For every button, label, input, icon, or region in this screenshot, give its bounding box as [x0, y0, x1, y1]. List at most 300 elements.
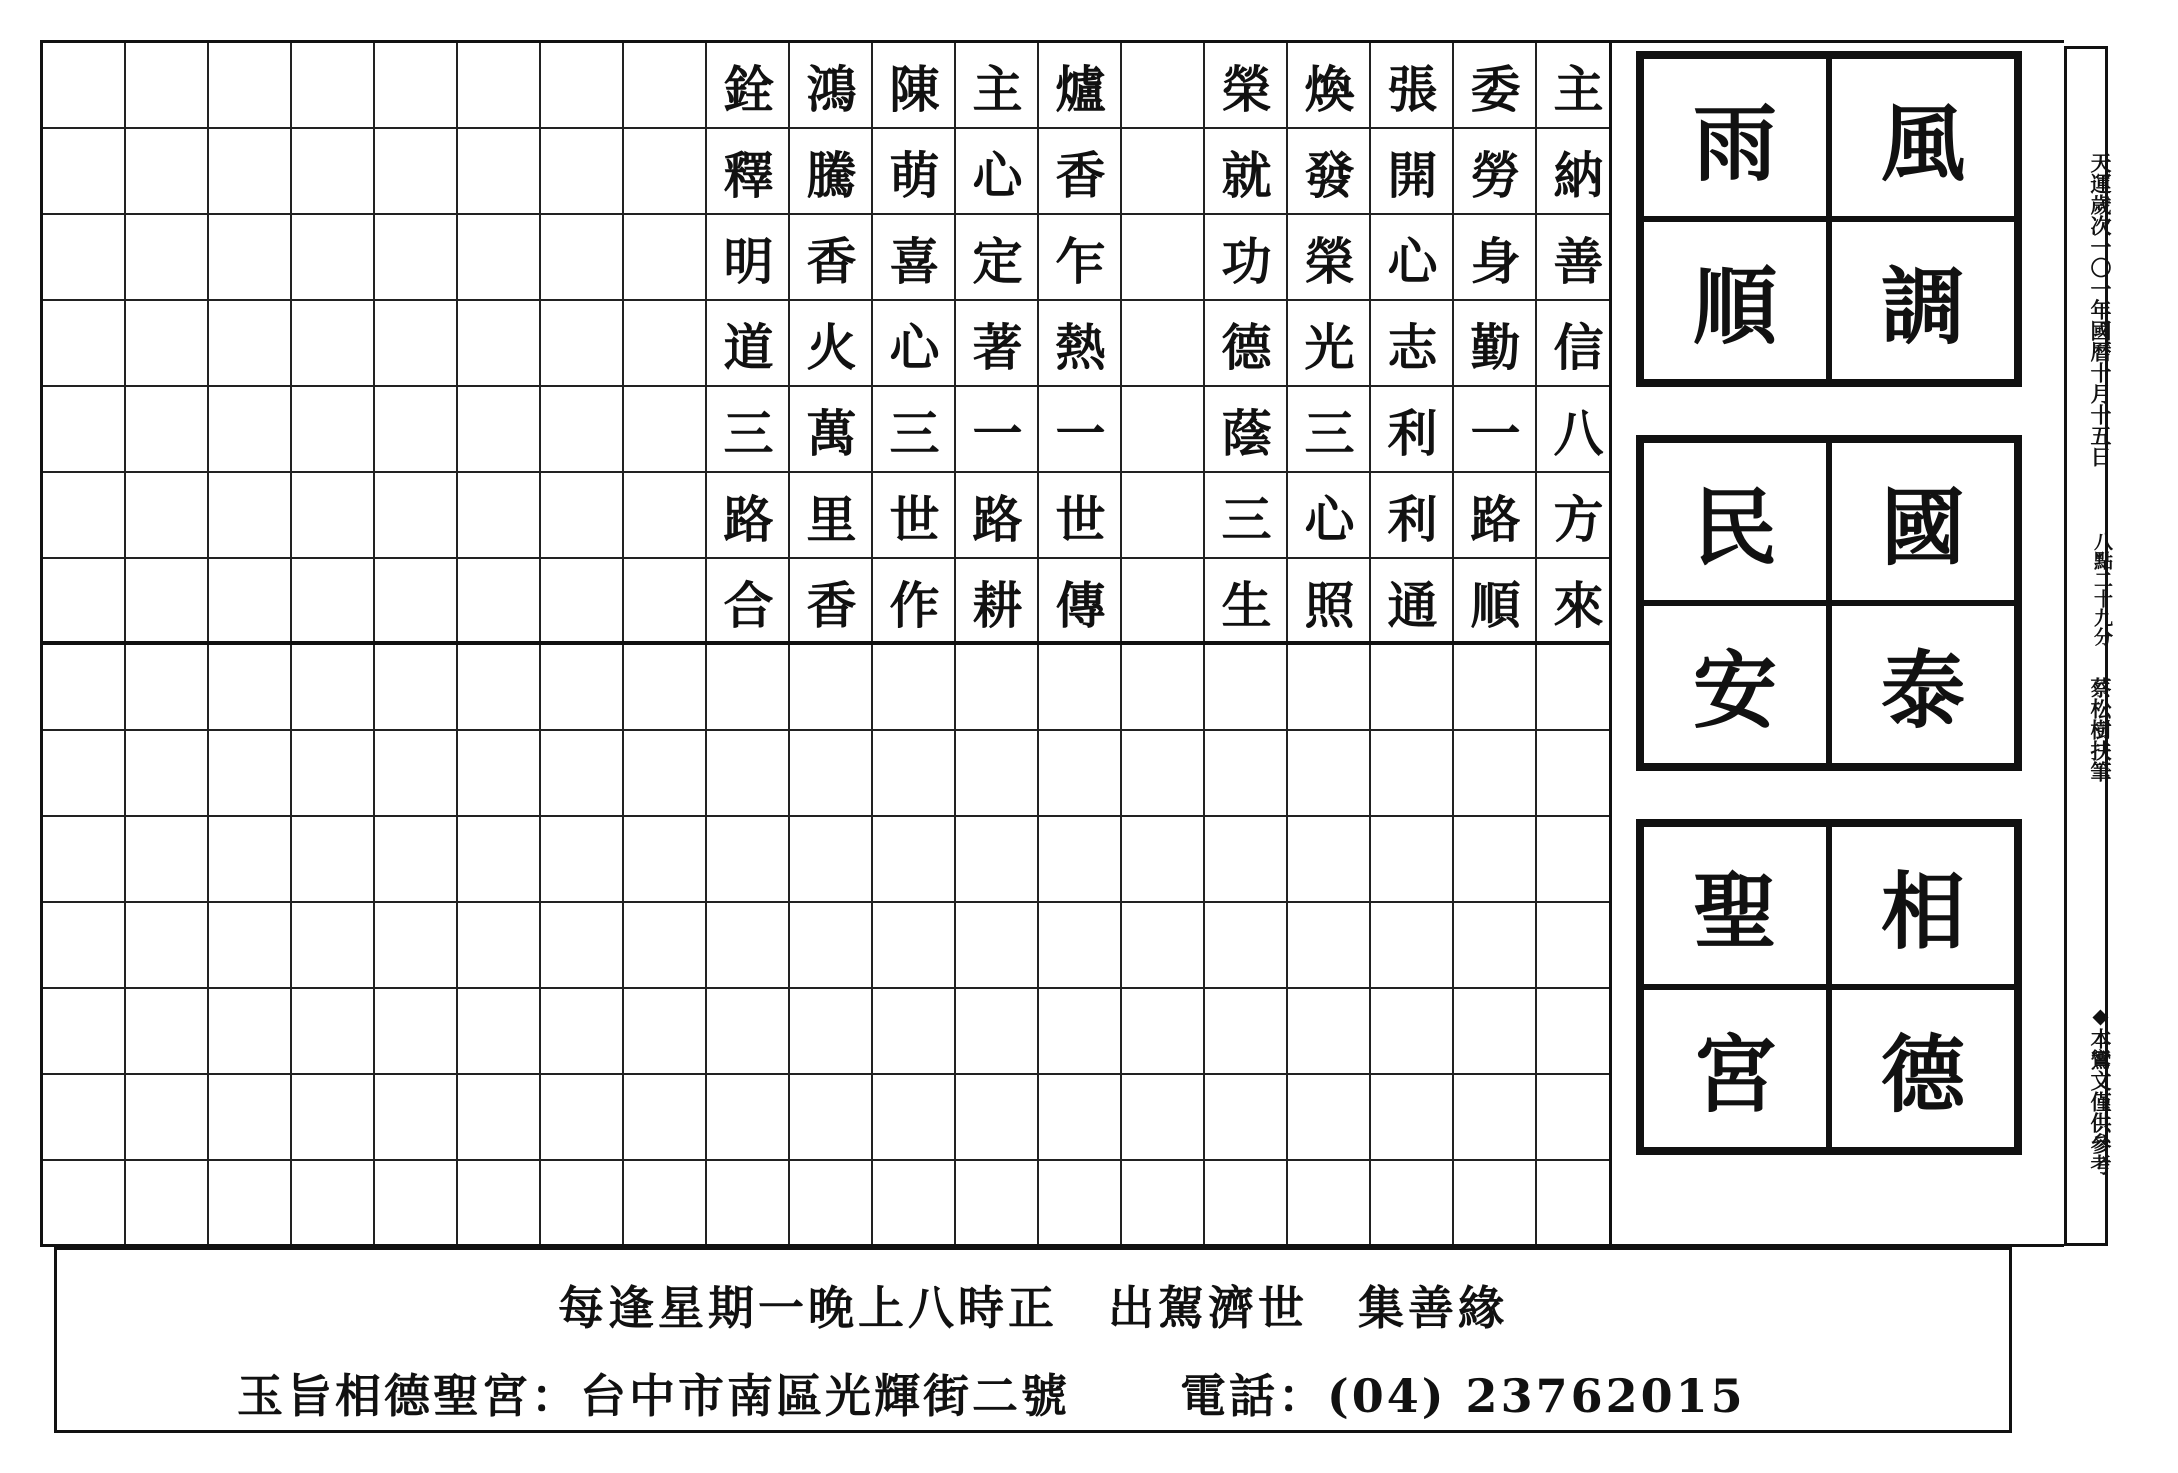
grid-cell	[790, 1075, 873, 1161]
poem-char: 來	[1553, 576, 1604, 635]
grid-cell	[292, 215, 375, 301]
grid-cell	[541, 731, 624, 817]
tablet-char: 雨	[1641, 56, 1829, 219]
grid-cell	[375, 301, 458, 387]
grid-cell	[956, 645, 1039, 731]
poem-char: 善	[1553, 232, 1604, 291]
poem-char: 三	[1221, 490, 1272, 549]
grid-cell	[1537, 1161, 1612, 1247]
poem-char: 銓	[723, 60, 774, 119]
grid-cell	[1205, 1075, 1288, 1161]
grid-cell	[458, 559, 541, 645]
grid-cell	[1537, 731, 1612, 817]
grid-cell	[126, 43, 209, 129]
grid-cell	[1205, 645, 1288, 731]
grid-cell	[43, 43, 126, 129]
grid-cell	[43, 387, 126, 473]
poem-char: 熱	[1055, 318, 1106, 377]
grid-cell	[1205, 817, 1288, 903]
poem-char: 發	[1304, 146, 1355, 205]
grid-cell	[1371, 1075, 1454, 1161]
grid-cell	[43, 903, 126, 989]
grid-cell	[1454, 1075, 1537, 1161]
grid-cell	[873, 989, 956, 1075]
poem-char: 一	[1055, 404, 1106, 463]
tablet-char: 相	[1829, 824, 2017, 987]
poem-char: 志	[1387, 318, 1438, 377]
schedule-text: 每逢星期一晚上八時正 出駕濟世 集善緣	[558, 1281, 1508, 1335]
grid-cell	[1122, 215, 1205, 301]
grid-cell	[458, 645, 541, 731]
grid-cell	[375, 1075, 458, 1161]
poem-char: 三	[889, 404, 940, 463]
grid-cell	[541, 559, 624, 645]
poem-char: 釋	[723, 146, 774, 205]
grid-cell	[1039, 645, 1122, 731]
grid-cell	[1454, 1161, 1537, 1247]
grid-cell	[458, 731, 541, 817]
section-divider	[43, 641, 1612, 645]
poem-char: 主	[972, 60, 1023, 119]
grid-cell	[126, 559, 209, 645]
poem-char: 火	[806, 318, 857, 377]
grid-cell	[1537, 645, 1612, 731]
grid-cell	[209, 129, 292, 215]
poem-char: 三	[723, 404, 774, 463]
grid-cell	[126, 473, 209, 559]
grid-cell	[1371, 817, 1454, 903]
grid-cell	[541, 43, 624, 129]
poem-char: 順	[1470, 576, 1521, 635]
grid-cell	[956, 989, 1039, 1075]
grid-cell	[1122, 387, 1205, 473]
grid-cell	[541, 129, 624, 215]
grid-cell	[209, 301, 292, 387]
poem-char: 騰	[806, 146, 857, 205]
grid-cell	[707, 989, 790, 1075]
grid-cell	[1122, 731, 1205, 817]
poem-char: 陳	[889, 60, 940, 119]
poem-char: 路	[723, 490, 774, 549]
grid-cell	[790, 731, 873, 817]
grid-cell	[541, 903, 624, 989]
grid-cell	[458, 903, 541, 989]
grid-cell	[292, 387, 375, 473]
writing-grid	[40, 40, 1612, 1247]
grid-cell	[43, 817, 126, 903]
poem-char: 身	[1470, 232, 1521, 291]
grid-cell	[292, 989, 375, 1075]
poem-char: 路	[1470, 490, 1521, 549]
grid-cell	[624, 473, 707, 559]
grid-cell	[43, 215, 126, 301]
grid-cell	[707, 903, 790, 989]
grid-cell	[873, 903, 956, 989]
grid-cell	[956, 817, 1039, 903]
poem-char: 香	[806, 232, 857, 291]
grid-cell	[956, 1161, 1039, 1247]
grid-cell	[292, 301, 375, 387]
grid-cell	[1537, 817, 1612, 903]
poem-char: 里	[806, 490, 857, 549]
grid-cell	[1122, 645, 1205, 731]
grid-cell	[541, 817, 624, 903]
poem-char: 張	[1387, 60, 1438, 119]
poem-char: 光	[1304, 318, 1355, 377]
grid-cell	[624, 43, 707, 129]
grid-cell	[1122, 129, 1205, 215]
grid-cell	[458, 215, 541, 301]
poem-char: 合	[723, 576, 774, 635]
tablet-char: 宮	[1641, 987, 1829, 1150]
grid-cell	[375, 1161, 458, 1247]
grid-cell	[43, 645, 126, 731]
grid-cell	[292, 903, 375, 989]
grid-cell	[541, 1075, 624, 1161]
tablet-temple-name	[1636, 819, 2022, 1155]
grid-cell	[1288, 645, 1371, 731]
grid-cell	[624, 1075, 707, 1161]
notice-text: ◆本鸞文僅供參考	[2088, 1003, 2113, 1175]
grid-cell	[458, 473, 541, 559]
grid-cell	[126, 645, 209, 731]
poem-char: 世	[889, 490, 940, 549]
grid-cell	[956, 903, 1039, 989]
poem-char: 路	[972, 490, 1023, 549]
poem-char: 一	[972, 404, 1023, 463]
tablet-char: 國	[1829, 440, 2017, 603]
phone-text: 電話：(04) 23762015	[1180, 1369, 1746, 1423]
poem-char: 生	[1221, 576, 1272, 635]
grid-cell	[1122, 301, 1205, 387]
grid-cell	[458, 387, 541, 473]
grid-cell	[624, 645, 707, 731]
grid-cell	[873, 1075, 956, 1161]
poem-char: 蔭	[1221, 404, 1272, 463]
contact-line	[237, 1360, 1746, 1426]
grid-cell	[707, 1075, 790, 1161]
grid-cell	[1205, 731, 1288, 817]
poem-char: 耕	[972, 576, 1023, 635]
poem-char: 勞	[1470, 146, 1521, 205]
poem-char: 萬	[806, 404, 857, 463]
poem-char: 一	[1470, 404, 1521, 463]
grid-cell	[43, 989, 126, 1075]
date-main: 天運歲次一〇一年國曆十月十五日	[2088, 151, 2113, 467]
poem-char: 乍	[1055, 232, 1106, 291]
grid-cell	[1122, 989, 1205, 1075]
grid-cell	[707, 817, 790, 903]
grid-cell	[1371, 731, 1454, 817]
grid-cell	[1039, 731, 1122, 817]
poem-char: 傳	[1055, 576, 1106, 635]
poem-char: 爐	[1055, 60, 1106, 119]
grid-cell	[209, 387, 292, 473]
tablet-char: 風	[1829, 56, 2017, 219]
grid-cell	[624, 387, 707, 473]
blessing-tablets	[1612, 40, 2064, 1247]
grid-cell	[541, 473, 624, 559]
poem-char: 八	[1553, 404, 1604, 463]
grid-cell	[209, 989, 292, 1075]
poem-char: 三	[1304, 404, 1355, 463]
grid-cell	[292, 817, 375, 903]
grid-cell	[1537, 989, 1612, 1075]
grid-cell	[1039, 817, 1122, 903]
grid-cell	[375, 817, 458, 903]
poem-char: 德	[1221, 318, 1272, 377]
poem-char: 喜	[889, 232, 940, 291]
grid-cell	[624, 731, 707, 817]
poem-right-col-4	[1454, 43, 1537, 645]
grid-cell	[1537, 1075, 1612, 1161]
grid-cell	[209, 43, 292, 129]
grid-cell	[209, 1075, 292, 1161]
footer-box	[54, 1247, 2012, 1433]
grid-cell	[1288, 1075, 1371, 1161]
grid-cell	[292, 559, 375, 645]
poem-left-col-4	[956, 43, 1039, 645]
address-text: 玉旨相德聖宮：台中市南區光輝街二號	[237, 1369, 1070, 1423]
grid-cell	[873, 645, 956, 731]
poem-char: 主	[1553, 60, 1604, 119]
grid-cell	[126, 1161, 209, 1247]
grid-cell	[790, 989, 873, 1075]
tablet-char: 安	[1641, 603, 1829, 766]
grid-cell	[43, 473, 126, 559]
grid-cell	[43, 731, 126, 817]
grid-cell	[458, 129, 541, 215]
poem-char: 心	[889, 318, 940, 377]
grid-cell	[624, 215, 707, 301]
tablet-char: 調	[1829, 219, 2017, 382]
poem-left-col-5	[1039, 43, 1122, 645]
grid-cell	[541, 387, 624, 473]
grid-cell	[956, 731, 1039, 817]
poem-left-col-2	[790, 43, 873, 645]
poem-char: 萌	[889, 146, 940, 205]
poem-char: 煥	[1304, 60, 1355, 119]
grid-cell	[375, 129, 458, 215]
grid-cell	[624, 1161, 707, 1247]
grid-cell	[790, 817, 873, 903]
grid-cell	[1454, 731, 1537, 817]
grid-cell	[1122, 903, 1205, 989]
grid-cell	[126, 301, 209, 387]
grid-cell	[209, 559, 292, 645]
grid-cell	[209, 473, 292, 559]
grid-cell	[292, 1075, 375, 1161]
grid-cell	[126, 989, 209, 1075]
grid-cell	[873, 1161, 956, 1247]
grid-cell	[292, 731, 375, 817]
grid-cell	[1288, 731, 1371, 817]
document-sheet	[40, 40, 2113, 1436]
grid-cell	[1205, 1161, 1288, 1247]
grid-cell	[209, 817, 292, 903]
poem-right-col-5	[1537, 43, 1612, 645]
grid-cell	[375, 903, 458, 989]
grid-cell	[458, 301, 541, 387]
grid-cell	[375, 387, 458, 473]
grid-cell	[873, 817, 956, 903]
time-text: 八點二十九分	[2091, 532, 2113, 646]
grid-cell	[624, 989, 707, 1075]
grid-cell	[126, 129, 209, 215]
grid-cell	[126, 903, 209, 989]
grid-cell	[541, 989, 624, 1075]
grid-cell	[458, 1075, 541, 1161]
grid-cell	[624, 301, 707, 387]
tablet-char: 泰	[1829, 603, 2017, 766]
grid-cell	[624, 903, 707, 989]
poem-char: 世	[1055, 490, 1106, 549]
grid-cell	[707, 645, 790, 731]
grid-cell	[292, 129, 375, 215]
grid-cell	[43, 1075, 126, 1161]
grid-cell	[375, 215, 458, 301]
poem-char: 方	[1553, 490, 1604, 549]
poem-char: 委	[1470, 60, 1521, 119]
poem-char: 就	[1221, 146, 1272, 205]
grid-cell	[1371, 903, 1454, 989]
poem-char: 心	[1304, 490, 1355, 549]
grid-cell	[624, 817, 707, 903]
tablet-nation-people	[1636, 435, 2022, 771]
grid-cell	[1122, 1075, 1205, 1161]
grid-cell	[956, 1075, 1039, 1161]
grid-cell	[292, 43, 375, 129]
grid-cell	[1288, 989, 1371, 1075]
poem-char: 道	[723, 318, 774, 377]
poem-right-col-3	[1371, 43, 1454, 645]
grid-cell	[375, 473, 458, 559]
grid-cell	[209, 215, 292, 301]
grid-cell	[1454, 903, 1537, 989]
poem-char: 通	[1387, 576, 1438, 635]
poem-char: 功	[1221, 232, 1272, 291]
grid-cell	[1205, 989, 1288, 1075]
grid-cell	[292, 1161, 375, 1247]
grid-cell	[790, 903, 873, 989]
grid-cell	[209, 1161, 292, 1247]
grid-cell	[1039, 1075, 1122, 1161]
poem-char: 納	[1553, 146, 1604, 205]
poem-char: 照	[1304, 576, 1355, 635]
grid-cell	[1288, 903, 1371, 989]
tablet-char: 順	[1641, 219, 1829, 382]
grid-cell	[209, 645, 292, 731]
grid-cell	[1122, 1161, 1205, 1247]
scribe-text: 蔡松樹扶筆	[2088, 676, 2113, 782]
grid-cell	[375, 43, 458, 129]
grid-cell	[541, 1161, 624, 1247]
grid-cell	[1288, 817, 1371, 903]
grid-cell	[790, 1161, 873, 1247]
grid-cell	[707, 1161, 790, 1247]
grid-cell	[1371, 645, 1454, 731]
grid-cell	[1371, 989, 1454, 1075]
tablet-char: 民	[1641, 440, 1829, 603]
grid-cell	[1454, 989, 1537, 1075]
grid-cell	[1039, 903, 1122, 989]
poem-char: 作	[889, 576, 940, 635]
grid-cell	[541, 215, 624, 301]
grid-cell	[790, 645, 873, 731]
grid-cell	[126, 1075, 209, 1161]
grid-cell	[1205, 903, 1288, 989]
date-sidebar	[2064, 46, 2113, 1246]
poem-char: 香	[806, 576, 857, 635]
poem-char: 榮	[1221, 60, 1272, 119]
grid-cell	[126, 215, 209, 301]
grid-cell	[1122, 559, 1205, 645]
grid-cell	[458, 43, 541, 129]
grid-cell	[1371, 1161, 1454, 1247]
grid-cell	[126, 731, 209, 817]
poem-left-col-1	[707, 43, 790, 645]
grid-cell	[375, 645, 458, 731]
grid-cell	[458, 817, 541, 903]
grid-cell	[126, 817, 209, 903]
grid-cell	[1122, 43, 1205, 129]
poem-char: 信	[1553, 318, 1604, 377]
tablet-wind-rain	[1636, 51, 2022, 387]
poem-right-col-2	[1288, 43, 1371, 645]
grid-cell	[43, 301, 126, 387]
grid-cell	[43, 1161, 126, 1247]
grid-cell	[375, 731, 458, 817]
grid-cell	[1537, 903, 1612, 989]
poem-char: 明	[723, 232, 774, 291]
grid-cell	[375, 559, 458, 645]
grid-cell	[209, 903, 292, 989]
poem-left-col-3	[873, 43, 956, 645]
grid-cell	[292, 473, 375, 559]
grid-cell	[1039, 1161, 1122, 1247]
grid-cell	[43, 129, 126, 215]
grid-cell	[126, 387, 209, 473]
poem-char: 心	[1387, 232, 1438, 291]
grid-cell	[541, 301, 624, 387]
grid-cell	[707, 731, 790, 817]
poem-char: 心	[972, 146, 1023, 205]
poem-char: 香	[1055, 146, 1106, 205]
grid-cell	[1288, 1161, 1371, 1247]
grid-cell	[292, 645, 375, 731]
poem-char: 利	[1387, 404, 1438, 463]
poem-char: 勤	[1470, 318, 1521, 377]
poem-char: 開	[1387, 146, 1438, 205]
grid-cell	[375, 989, 458, 1075]
grid-cell	[541, 645, 624, 731]
grid-cell	[1454, 645, 1537, 731]
poem-char: 利	[1387, 490, 1438, 549]
poem-right-col-1	[1205, 43, 1288, 645]
grid-cell	[624, 129, 707, 215]
grid-cell	[1039, 989, 1122, 1075]
poem-char: 著	[972, 318, 1023, 377]
tablet-char: 德	[1829, 987, 2017, 1150]
grid-cell	[1454, 817, 1537, 903]
poem-char: 定	[972, 232, 1023, 291]
grid-cell	[873, 731, 956, 817]
poem-char: 鴻	[806, 60, 857, 119]
tablet-char: 聖	[1641, 824, 1829, 987]
grid-cell	[209, 731, 292, 817]
grid-cell	[43, 559, 126, 645]
grid-cell	[458, 1161, 541, 1247]
